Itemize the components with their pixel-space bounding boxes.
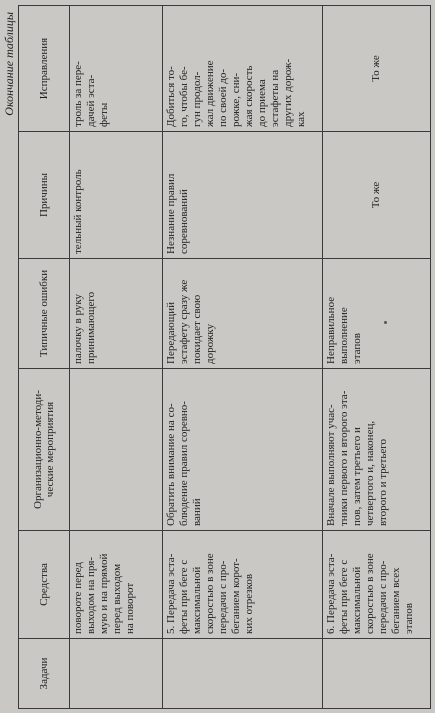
cell-means: 6. Передача эста- феты при беге с максимальной скоростью в зоне передачи с про- беганием всех этапов: [323, 531, 431, 639]
cell-means: 5. Передача эста- феты при беге с максимальной скоростью в зоне передачи с про- беганием корот- ких отрезков: [163, 531, 323, 639]
cell-measures: [70, 369, 163, 531]
header-causes: Причины: [19, 132, 70, 259]
cell-measures: Обратить внимание на со- блюдение правил соревно- ваний: [163, 369, 323, 531]
header-fixes: Исправления: [19, 6, 70, 132]
header-measures: Организационно-методи- ческие мероприятия: [19, 369, 70, 531]
cell-errors: палочку в руку принимающего: [70, 259, 163, 369]
header-tasks: Задачи: [19, 639, 70, 709]
cell-task: [163, 639, 323, 709]
cell-causes: Незнание правил соревнований: [163, 132, 323, 259]
cell-means: повороте перед выходом на пря- мую и на прямой перед выходом на поворот: [70, 531, 163, 639]
table-caption: Окончание таблицы: [2, 12, 16, 116]
cell-causes: То же: [323, 132, 431, 259]
cell-causes: тельный контроль: [70, 132, 163, 259]
errors-table: [18, 5, 431, 709]
table-row: [70, 6, 163, 709]
cell-task: [70, 639, 163, 709]
cell-errors: [323, 259, 431, 369]
scan-speck: [384, 321, 387, 324]
cell-errors-text: Неправильное выполнение этапов: [325, 296, 363, 364]
cell-fixes: Добиться то- го, чтобы бе- гун продол- жал движение по своей до- рожке, сни- жая скорость до приема эстафеты на других дорож- ках: [163, 6, 323, 132]
header-means: Средства: [19, 531, 70, 639]
table-header-row: [19, 6, 70, 709]
cell-measures: Вначале выполняют учас- тники первого и второго эта- пов, затем третьего и четвертого и, наконец, второго и третьего: [323, 369, 431, 531]
cell-task: [323, 639, 431, 709]
header-errors: Типичные ошибки: [19, 259, 70, 369]
cell-fixes: То же: [323, 6, 431, 132]
table-row: [163, 6, 323, 709]
cell-fixes: троль за пере- дачей эста- феты: [70, 6, 163, 132]
table-row: [323, 6, 431, 709]
cell-errors: Передающий эстафету сразу же покидает свою дорожку: [163, 259, 323, 369]
